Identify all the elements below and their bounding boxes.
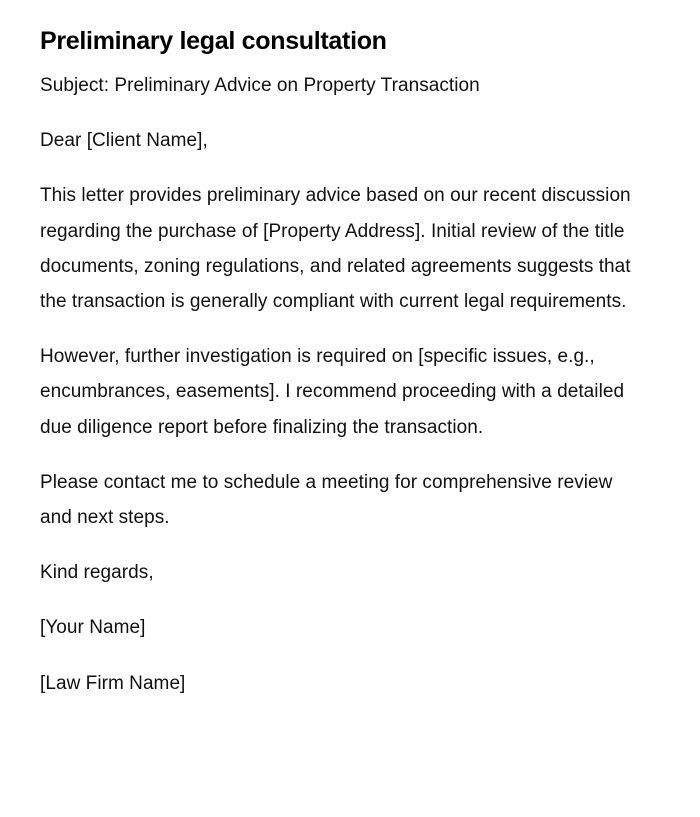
body-paragraph-2: However, further investigation is required on [specific issues, e.g., encumbrances, easements]. I recommend proceeding with a detailed due diligence report before finalizing the transaction.: [40, 346, 625, 438]
body-paragraph-3: Please contact me to schedule a meeting for comprehensive review and next steps.: [40, 471, 613, 529]
firm-name: [Law Firm Name]: [40, 672, 186, 694]
document-title: Preliminary legal consultation: [40, 27, 387, 55]
subject-line: Subject: Preliminary Advice on Property Transaction: [40, 75, 480, 96]
salutation: Dear [Client Name],: [40, 130, 208, 152]
closing: Kind regards,: [40, 562, 154, 584]
body-paragraph-1: This letter provides preliminary advice based on our recent discussion regarding the purchase of [Property Address]. Initial review of the title documents, zoning regulations, and related agreements suggests that the transaction is generally compliant with current legal requirements.: [40, 185, 631, 313]
sender-name: [Your Name]: [40, 617, 146, 639]
